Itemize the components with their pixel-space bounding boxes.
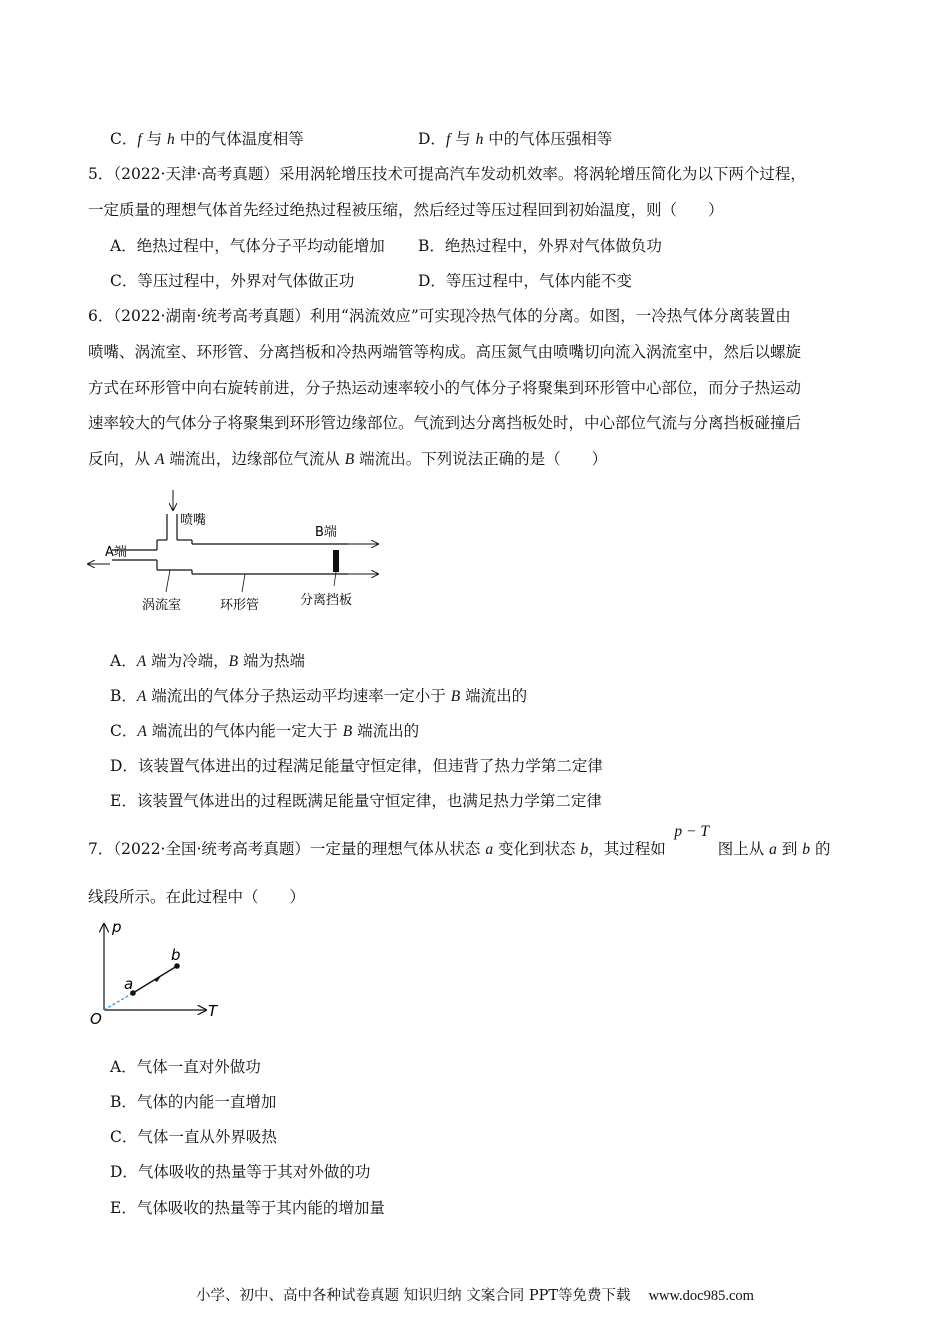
q6-stem-line3: 方式在环形管中向右旋转前进，分子热运动速率较小的气体分子将聚集到环形管中心部位，而分子热运动 bbox=[88, 379, 802, 397]
q5-option-c: C．等压过程中，外界对气体做正功 bbox=[110, 272, 355, 290]
point-a-label: a bbox=[124, 975, 134, 993]
q7-option-b: B．气体的内能一直增加 bbox=[110, 1093, 277, 1111]
q7-option-e: E．气体吸收的热量等于其内能的增加量 bbox=[110, 1199, 385, 1217]
q4-option-d: D．f 与 h 中的气体压强相等 bbox=[418, 130, 613, 148]
p-t-graph bbox=[84, 918, 234, 1028]
q6-option-b: B．A 端流出的气体分子热运动平均速率一定小于 B 端流出的 bbox=[110, 687, 528, 705]
q7-option-c: C．气体一直从外界吸热 bbox=[110, 1128, 277, 1146]
q6-option-d: D．该装置气体进出的过程满足能量守恒定律，但违背了热力学第二定律 bbox=[110, 757, 603, 775]
q7-option-d: D．气体吸收的热量等于其对外做的功 bbox=[110, 1163, 371, 1181]
nozzle-label: 喷嘴 bbox=[180, 513, 207, 528]
point-b-label: b bbox=[171, 946, 181, 964]
origin-label: O bbox=[90, 1010, 102, 1028]
q7-stem-line2: 线段所示。在此过程中（ ） bbox=[88, 888, 306, 906]
q6-option-e: E．该装置气体进出的过程既满足能量守恒定律，也满足热力学第二定律 bbox=[110, 792, 602, 810]
b-end-label: B端 bbox=[315, 525, 337, 540]
p-axis-label: p bbox=[112, 918, 122, 936]
q6-stem-line4: 速率较大的气体分子将聚集到环形管边缘部位。气流到达分离挡板处时，中心部位气流与分离挡板碰撞后 bbox=[88, 414, 802, 432]
footer-text: 小学、初中、高中各种试卷真题 知识归纳 文案合同 PPT等免费下载 bbox=[196, 1288, 631, 1304]
baffle-label: 分离挡板 bbox=[300, 593, 353, 608]
q6-stem-line2: 喷嘴、涡流室、环形管、分离挡板和冷热两端管等构成。高压氮气由喷嘴切向流入涡流室中，然后以螺旋 bbox=[88, 343, 802, 361]
vortex-tube-diagram bbox=[80, 488, 390, 618]
footer-site-link[interactable]: www.doc985.com bbox=[648, 1288, 754, 1304]
q6-stem-line5: 反向，从 A 端流出，边缘部位气流从 B 端流出。下列说法正确的是（ ） bbox=[88, 450, 608, 468]
a-end-label: A端 bbox=[105, 545, 127, 560]
vortex-chamber-label: 涡流室 bbox=[142, 598, 182, 613]
q5-option-d: D．等压过程中，气体内能不变 bbox=[418, 272, 632, 290]
q5-stem-line1: 5．（2022·天津·高考真题）采用涡轮增压技术可提高汽车发动机效率。将涡轮增压简化为以下两个过程， bbox=[88, 165, 806, 183]
p-t-formula: p − T bbox=[674, 823, 710, 840]
q6-option-a: A．A 端为冷端，B 端为热端 bbox=[110, 652, 306, 670]
q6-option-c: C．A 端流出的气体内能一定大于 B 端流出的 bbox=[110, 722, 420, 740]
t-axis-label: T bbox=[208, 1002, 218, 1020]
page-footer bbox=[0, 1284, 950, 1305]
q7-option-a: A．气体一直对外做功 bbox=[110, 1058, 261, 1076]
ring-tube-label: 环形管 bbox=[220, 598, 260, 613]
q4-option-c: C．f 与 h 中的气体温度相等 bbox=[110, 130, 304, 148]
q7-stem-line1: 7．（2022·全国·统考高考真题）一定量的理想气体从状态 a 变化到状态 b，其过程如p − T图上从 a 到 b 的 bbox=[88, 823, 831, 858]
q5-option-b: B．绝热过程中，外界对气体做负功 bbox=[418, 237, 662, 255]
q6-stem-line1: 6．（2022·湖南·统考高考真题）利用“涡流效应”可实现冷热气体的分离。如图，一冷热气体分离装置由 bbox=[88, 307, 791, 325]
q5-stem-line2: 一定质量的理想气体首先经过绝热过程被压缩，然后经过等压过程回到初始温度，则（ ） bbox=[88, 201, 724, 219]
q5-option-a: A．绝热过程中，气体分子平均动能增加 bbox=[110, 237, 385, 255]
